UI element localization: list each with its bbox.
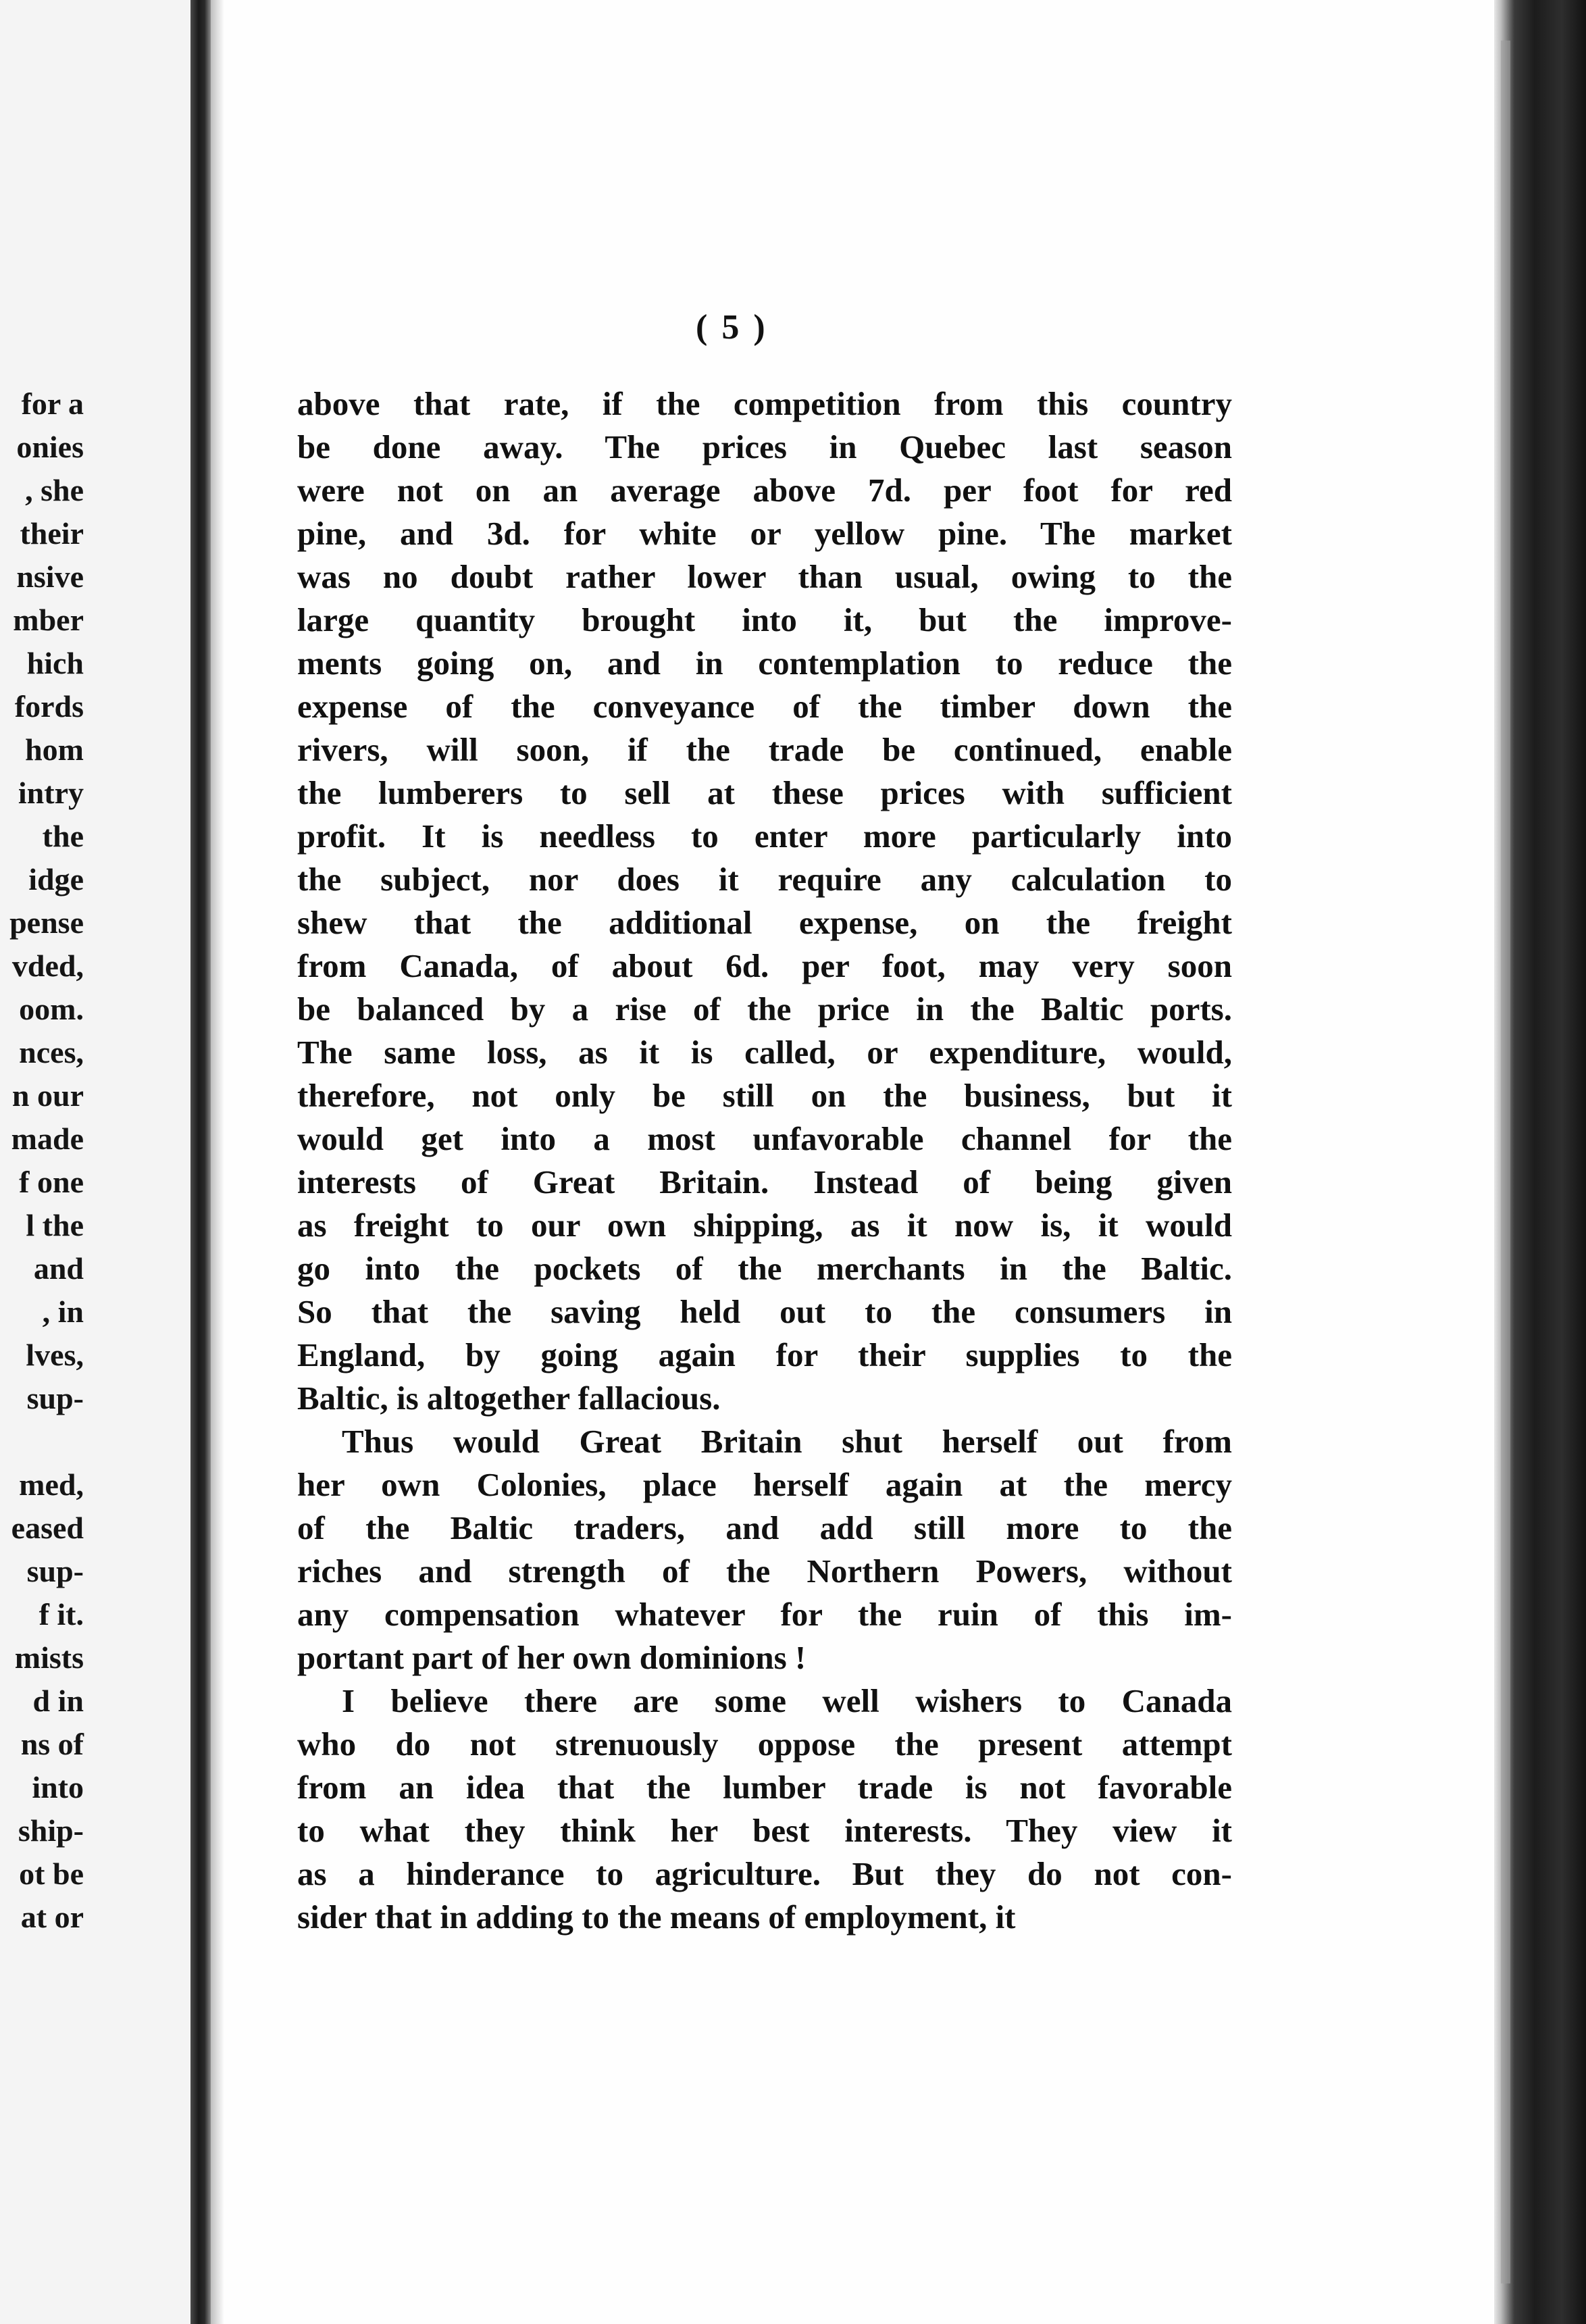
- text-line: England, by going again for their supplies to the: [297, 1336, 1232, 1373]
- text-line: Baltic, is altogether fallacious.: [297, 1380, 721, 1417]
- left-fragment-line: idge: [28, 862, 84, 896]
- left-fragment-line: at or: [20, 1900, 84, 1934]
- left-fragment-line: vded,: [11, 949, 84, 983]
- left-fragment-line: into: [32, 1770, 84, 1804]
- text-line: therefore, not only be still on the business, but it: [297, 1077, 1232, 1114]
- text-line: would get into a most unfavorable channel for the: [297, 1120, 1232, 1157]
- text-line: above that rate, if the competition from this country: [297, 385, 1232, 422]
- left-fragment-line: lves,: [26, 1338, 84, 1372]
- left-fragment-line: hich: [26, 646, 84, 680]
- text-line: the lumberers to sell at these prices with sufficient: [297, 774, 1232, 811]
- text-line: be done away. The prices in Quebec last season: [297, 428, 1232, 465]
- text-line: to what they think her best interests. They view it: [297, 1812, 1232, 1849]
- text-line: large quantity brought into it, but the improve-: [297, 601, 1232, 638]
- left-fragment-line: fords: [14, 689, 84, 724]
- left-fragment-line: eased: [11, 1511, 84, 1545]
- paragraph: [297, 382, 1232, 1420]
- left-fragment-line: [0, 1420, 84, 1463]
- text-line: portant part of her own dominions !: [297, 1639, 807, 1676]
- text-line: was no doubt rather lower than usual, owing to the: [297, 558, 1232, 595]
- left-fragment-line: n our: [11, 1078, 84, 1113]
- left-fragment-line: med,: [19, 1467, 84, 1502]
- text-line: be balanced by a rise of the price in the Baltic ports.: [297, 990, 1232, 1028]
- left-page-text-fragment: [0, 382, 84, 1939]
- left-fragment-line: and: [33, 1251, 84, 1286]
- text-line: as a hinderance to agriculture. But they do not con-: [297, 1855, 1232, 1892]
- text-line: The same loss, as it is called, or expenditure, would,: [297, 1034, 1232, 1071]
- left-fragment-line: f one: [19, 1165, 84, 1199]
- text-line: expense of the conveyance of the timber down the: [297, 688, 1232, 725]
- left-fragment-line: hom: [25, 732, 84, 767]
- left-fragment-line: mber: [13, 603, 84, 637]
- page-number: ( 5 ): [696, 308, 768, 347]
- left-fragment-line: nces,: [19, 1035, 84, 1069]
- text-line: Thus would Great Britain shut herself out from: [342, 1423, 1232, 1460]
- paragraph: [297, 1679, 1232, 1939]
- text-line: of the Baltic traders, and add still more to the: [297, 1509, 1232, 1546]
- text-line: go into the pockets of the merchants in the Baltic.: [297, 1250, 1232, 1287]
- text-line: profit. It is needless to enter more particularly into: [297, 817, 1232, 855]
- text-line: riches and strength of the Northern Powers, without: [297, 1552, 1232, 1590]
- text-line: interests of Great Britain. Instead of being given: [297, 1163, 1232, 1201]
- text-line: the subject, nor does it require any calculation to: [297, 861, 1232, 898]
- left-fragment-line: mists: [14, 1640, 84, 1675]
- page-edge-stack: [1501, 41, 1510, 2283]
- left-fragment-line: their: [20, 516, 84, 551]
- text-line: any compensation whatever for the ruin of this im-: [297, 1596, 1232, 1633]
- left-fragment-line: ship-: [18, 1813, 84, 1848]
- left-fragment-line: nsive: [16, 559, 84, 594]
- left-fragment-line: l the: [26, 1208, 84, 1242]
- left-fragment-line: , she: [25, 473, 84, 507]
- left-fragment-line: onies: [16, 430, 84, 464]
- text-line: from an idea that the lumber trade is not favorable: [297, 1769, 1232, 1806]
- gutter-shadow: [211, 0, 224, 2324]
- left-fragment-line: sup-: [26, 1381, 84, 1415]
- text-line: rivers, will soon, if the trade be continued, enable: [297, 731, 1232, 768]
- text-line: shew that the additional expense, on the freight: [297, 904, 1232, 941]
- paragraph: [297, 1420, 1232, 1679]
- text-line: So that the saving held out to the consumers in: [297, 1293, 1232, 1330]
- left-fragment-line: d in: [32, 1684, 84, 1718]
- left-fragment-line: sup-: [26, 1554, 84, 1588]
- left-fragment-line: the: [42, 819, 84, 853]
- text-line: I believe there are some well wishers to Canada: [342, 1682, 1232, 1719]
- text-line: pine, and 3d. for white or yellow pine. The market: [297, 515, 1232, 552]
- left-fragment-line: intry: [18, 776, 84, 810]
- left-fragment-line: for a: [21, 386, 84, 421]
- text-line: who do not strenuously oppose the present attempt: [297, 1725, 1232, 1763]
- left-fragment-line: made: [11, 1121, 84, 1156]
- text-line: as freight to our own shipping, as it now is, it would: [297, 1207, 1232, 1244]
- text-line: ments going on, and in contemplation to reduce the: [297, 645, 1232, 682]
- text-line: from Canada, of about 6d. per foot, may very soon: [297, 947, 1232, 984]
- book-gutter: [190, 0, 211, 2324]
- left-fragment-line: oom.: [19, 992, 84, 1026]
- left-fragment-line: ns of: [20, 1727, 84, 1761]
- left-fragment-line: f it.: [39, 1597, 84, 1632]
- text-line: sider that in adding to the means of employment, it: [297, 1898, 1016, 1936]
- left-fragment-line: ot be: [19, 1856, 84, 1891]
- text-line: were not on an average above 7d. per foot for red: [297, 472, 1232, 509]
- left-fragment-line: pense: [9, 905, 84, 940]
- body-text: [297, 382, 1232, 1939]
- left-fragment-line: , in: [42, 1294, 84, 1329]
- text-line: her own Colonies, place herself again at the mercy: [297, 1466, 1232, 1503]
